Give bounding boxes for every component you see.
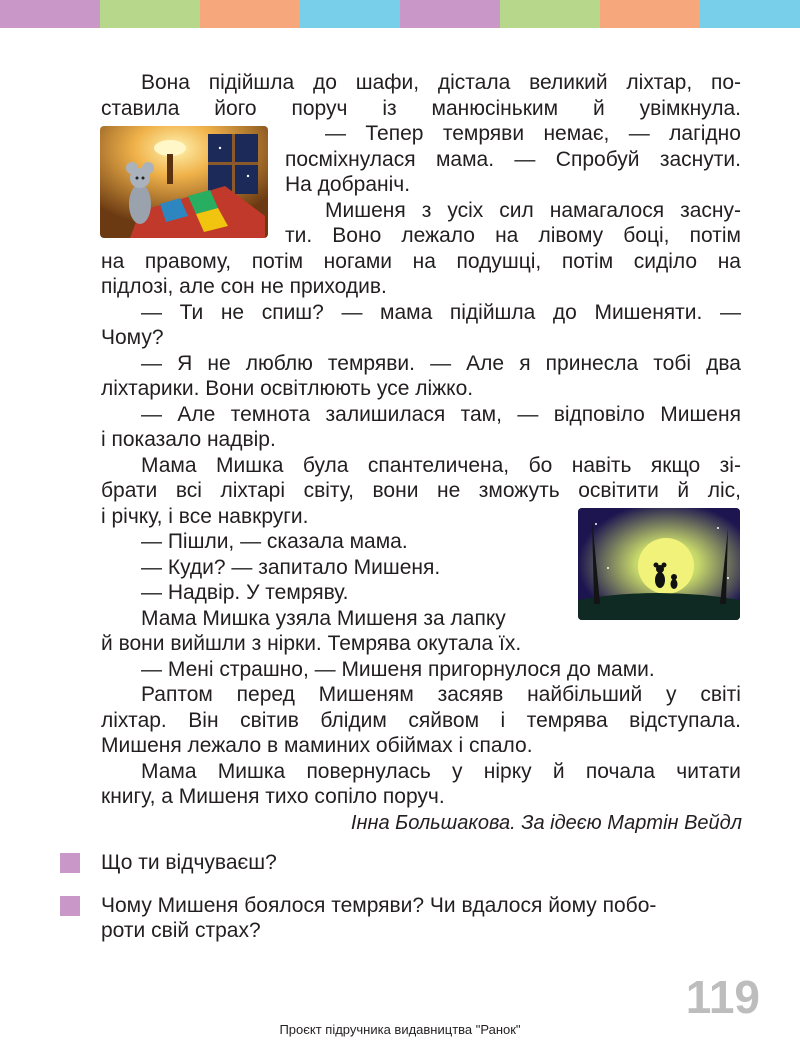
- question-marker-icon: [60, 853, 80, 873]
- text-line: Мишеня з усіх сил намагалося засну-: [325, 198, 741, 222]
- text-line: Мама Мишка узяла Мишеня за лапку: [141, 606, 506, 630]
- stripe: [500, 0, 600, 28]
- author-credit: Інна Большакова. За ідеєю Мартін Вейдл: [350, 812, 742, 834]
- stripe: [400, 0, 500, 28]
- stripe: [700, 0, 800, 28]
- text-line: й вони вийшли з нірки. Темрява окутала їх.: [101, 632, 522, 655]
- text-line: — Я не люблю темряви. — Але я принесла тобі два: [141, 351, 741, 375]
- stripe: [300, 0, 400, 28]
- text-line: — Надвір. У темряву.: [141, 581, 349, 604]
- text-line: На добраніч.: [285, 173, 411, 196]
- page-number: 119: [685, 971, 760, 1023]
- stripe: [100, 0, 200, 28]
- text-line: брати всі ліхтарі світу, вони не зможуть освітити й ліс,: [101, 479, 741, 502]
- question-2-line-1: Чому Мишеня боялося темряви? Чи вдалося йому побо-: [101, 894, 657, 917]
- text-line: ліхтарики. Вони освітлюють усе ліжко.: [101, 377, 474, 400]
- text-line: Вона підійшла до шафи, дістала великий ліхтар, по-: [141, 71, 741, 94]
- question-marker-icon: [60, 896, 80, 916]
- text-line: і річку, і все навкруги.: [101, 504, 309, 528]
- text-line: на правому, потім ногами на подушці, потім сиділо на: [101, 249, 741, 273]
- text-line: Раптом перед Мишеням засяяв найбільший у світі: [141, 683, 741, 706]
- question-2-line-2: роти свій страх?: [101, 919, 261, 942]
- header-color-stripes: [0, 0, 800, 28]
- text-line: ставила його поруч із манюсіньким й увімкнула.: [101, 96, 741, 120]
- text-line: — Тепер темряви немає, — лагідно: [325, 122, 741, 145]
- question-1: Що ти відчуваєш?: [101, 851, 277, 874]
- text-line: — Мені страшно, — Мишеня пригорнулося до мами.: [141, 657, 655, 681]
- text-line: — Ти не спиш? — мама підійшла до Мишеняти. —: [141, 300, 741, 324]
- text-line: Мама Мишка повернулась у нірку й почала читати: [141, 759, 741, 783]
- story-text: [101, 70, 741, 810]
- footer-note: Проєкт підручника видавництва "Ранок": [279, 1022, 521, 1037]
- text-line: ти. Воно лежало на лівому боці, потім: [285, 224, 741, 247]
- text-line: — Але темнота залишилася там, — відповіло Мишеня: [141, 402, 741, 426]
- text-line: і показало надвір.: [101, 428, 276, 451]
- text-line: підлозі, але сон не приходив.: [101, 275, 387, 298]
- stripe: [200, 0, 300, 28]
- text-line: посміхнулася мама. — Спробуй заснути.: [285, 147, 741, 171]
- text-line: — Куди? — запитало Мишеня.: [141, 555, 441, 579]
- stripe: [600, 0, 700, 28]
- stripe: [0, 0, 100, 28]
- text-line: Мишеня лежало в маминих обіймах і спало.: [101, 734, 533, 757]
- text-line: книгу, а Мишеня тихо сопіло поруч.: [101, 785, 445, 808]
- text-line: Чому?: [101, 326, 164, 349]
- text-line: ліхтар. Він світив блідим сяйвом і темрява відступала.: [101, 708, 741, 732]
- text-line: Мама Мишка була спантеличена, бо навіть якщо зі-: [141, 453, 741, 477]
- text-line: — Пішли, — сказала мама.: [141, 530, 408, 553]
